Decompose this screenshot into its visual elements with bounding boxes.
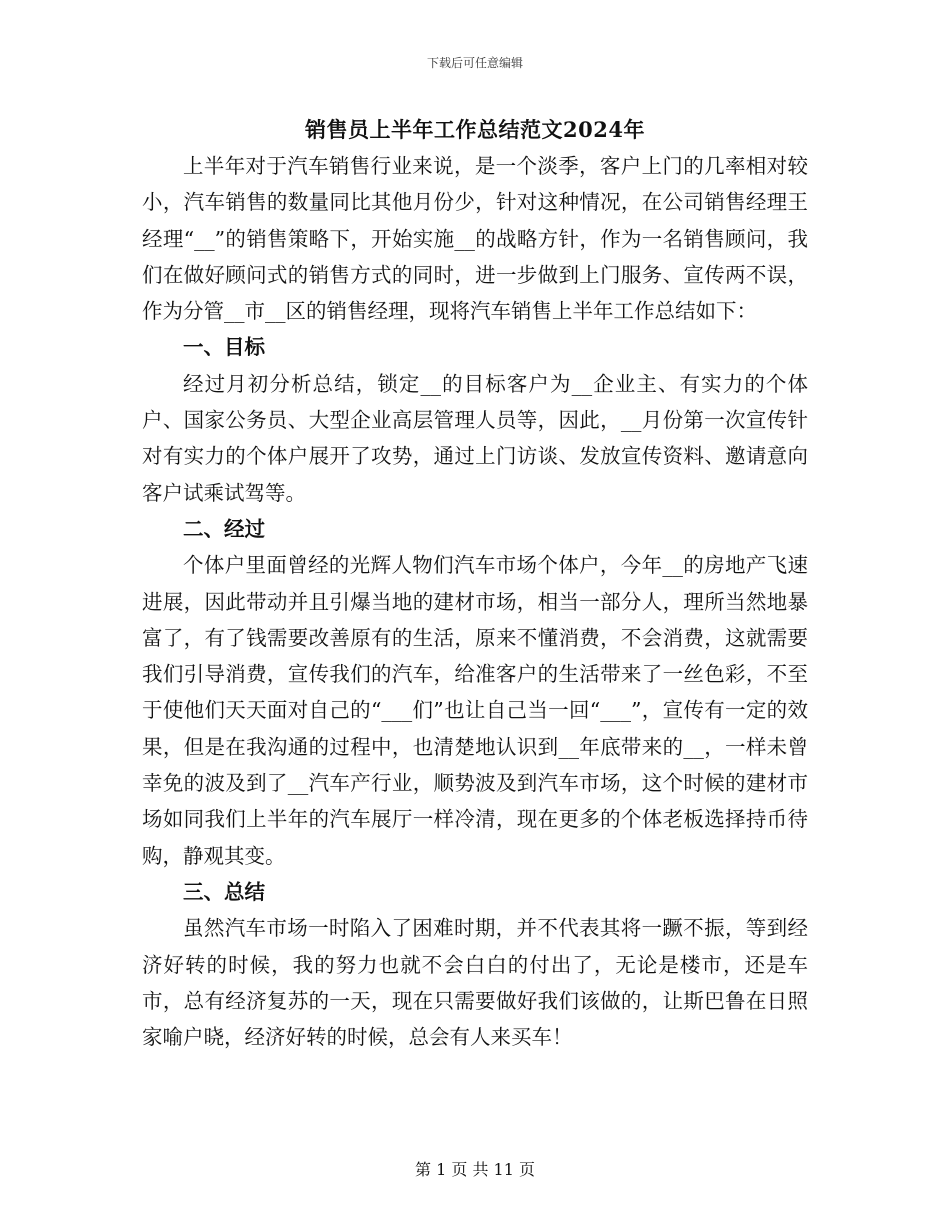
document-title: 销售员上半年工作总结范文2024年 <box>305 117 645 142</box>
document-body <box>142 148 808 1055</box>
section-heading-goal: 一、目标 <box>183 335 265 360</box>
section-heading-process: 二、经过 <box>183 516 265 541</box>
page-number: 第 1 页 共 11 页 <box>415 1160 535 1179</box>
section-heading-summary: 三、总结 <box>183 879 265 904</box>
header-note: 下载后可任意编辑 <box>426 56 523 70</box>
intro-paragraph: 上半年对于汽车销售行业来说，是一个淡季，客户上门的几率相对较小，汽车销售的数量同比其他月份少，针对这种情况，在公司销售经理王经理“__”的销售策略下，开始实施__的战略方针，作为一名销售顾问，我们在做好顾问式的销售方式的同时，进一步做到上门服务、宣传两不误，作为分管__市__区的销售经理，现将汽车销售上半年工作总结如下： <box>142 154 808 324</box>
section-paragraph-goal: 经过月初分析总结，锁定__的目标客户为__企业主、有实力的个体户、国家公务员、大型企业高层管理人员等，因此，__月份第一次宣传针对有实力的个体户展开了攻势，通过上门访谈、发放宣传资料、邀请意向客户试乘试驾等。 <box>142 371 808 505</box>
section-paragraph-process: 个体户里面曾经的光辉人物们汽车市场个体户，今年__的房地产飞速进展，因此带动并且引爆当地的建材市场，相当一部分人，理所当然地暴富了，有了钱需要改善原有的生活，原来不懂消费，不会消费，这就需要我们引导消费，宣传我们的汽车，给准客户的生活带来了一丝色彩，不至于使他们天天面对自己的“___们”也让自己当一回“___”，宣传有一定的效果，但是在我沟通的过程中，也清楚地认识到__年底带来的__，一样未曾幸免的波及到了__汽车产行业，顺势波及到汽车市场，这个时候的建材市场如同我们上半年的汽车展厅一样冷清，现在更多的个体老板选择持币待购，静观其变。 <box>142 553 808 868</box>
section-paragraph-summary: 虽然汽车市场一时陷入了困难时期，并不代表其将一蹶不振，等到经济好转的时候，我的努力也就不会白白的付出了，无论是楼市，还是车市，总有经济复苏的一天，现在只需要做好我们该做的，让斯巴鲁在日照家喻户晓，经济好转的时候，总会有人来买车！ <box>142 916 808 1050</box>
